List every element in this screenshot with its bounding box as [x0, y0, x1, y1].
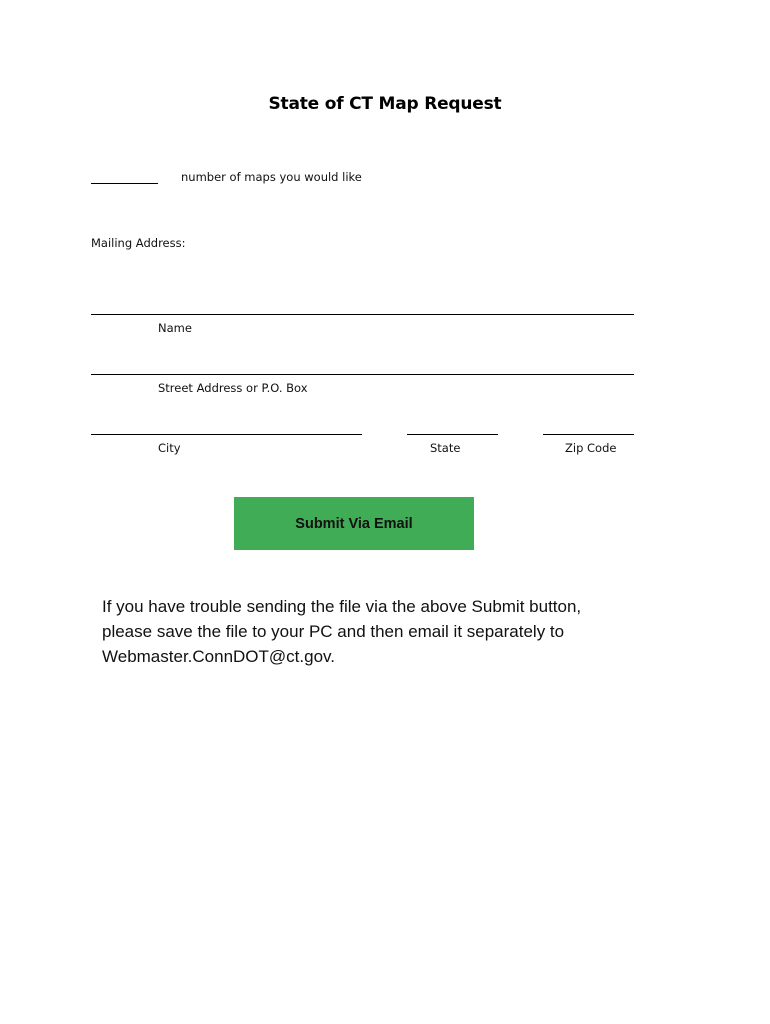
submit-via-email-button[interactable]: Submit Via Email	[234, 497, 474, 550]
name-label: Name	[158, 321, 192, 335]
help-text-line: If you have trouble sending the file via the above Submit button,	[102, 597, 582, 616]
state-field[interactable]	[407, 434, 498, 435]
zip-code-label: Zip Code	[565, 441, 617, 455]
name-field[interactable]	[91, 314, 634, 315]
mailing-address-label: Mailing Address:	[91, 236, 186, 250]
state-label: State	[430, 441, 461, 455]
street-address-field[interactable]	[91, 374, 634, 375]
map-quantity-field[interactable]	[91, 183, 158, 184]
help-text	[102, 594, 662, 669]
city-field[interactable]	[91, 434, 362, 435]
help-text-line: please save the file to your PC and then email it separately to	[102, 622, 565, 641]
street-address-label: Street Address or P.O. Box	[158, 381, 308, 395]
map-quantity-label: number of maps you would like	[181, 170, 362, 184]
city-label: City	[158, 441, 181, 455]
page-title: State of CT Map Request	[268, 94, 502, 114]
help-email-link: Webmaster.ConnDOT@ct.gov.	[102, 647, 335, 666]
zip-code-field[interactable]	[543, 434, 634, 435]
